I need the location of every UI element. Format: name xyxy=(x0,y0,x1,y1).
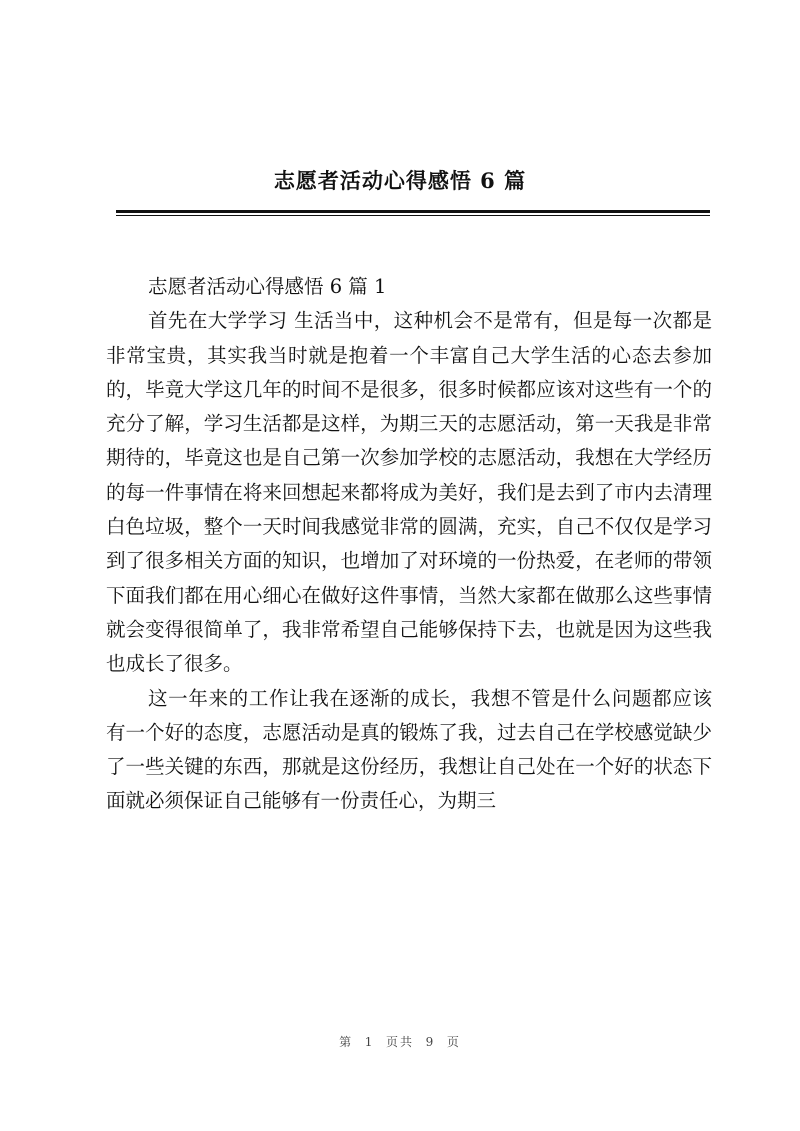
section-heading: 志愿者活动心得感悟 6 篇 1 xyxy=(148,275,387,298)
title-divider-thick xyxy=(116,210,710,213)
body-paragraph-2: 这一年来的工作让我在逐渐的成长，我想不管是什么问题都应该有一个好的态度，志愿活动是真的锻炼了我，过去自己在学校感觉缺少了一些关键的东西，那就是这份经历，我想让自己处在一个好的状态下面就必须保证自己能够有一份责任心，为期三 xyxy=(106,686,712,813)
page-title: 志愿者活动心得感悟 6 篇 xyxy=(273,168,527,193)
title-divider-thin xyxy=(116,215,710,216)
page-number-label: 第 1 页共 9 页 xyxy=(339,1035,461,1049)
document-body xyxy=(106,270,712,819)
page-footer xyxy=(0,1033,800,1050)
body-paragraph-1: 首先在大学学习 生活当中，这种机会不是常有，但是每一次都是非常宝贵，其实我当时就是抱着一个丰富自己大学生活的心态去参加的，毕竟大学这几年的时间不是很多，很多时候都应该对这些有一个的充分了解，学习生活都是这样，为期三天的志愿活动，第一天我是非常期待的，毕竟这也是自己第一次参加学校的志愿活动，我想在大学经历的每一件事情在将来回想起来都将成为美好，我们是去到了市内去清理白色垃圾，整个一天时间我感觉非常的圆满，充实，自己不仅仅是学习到了很多相关方面的知识，也增加了对环境的一份热爱，在老师的带领下面我们都在用心细心在做好这件事情，当然大家都在做那么这些事情就会变得很简单了，我非常希望自己能够保持下去，也就是因为这些我也成长了很多。 xyxy=(106,309,712,676)
